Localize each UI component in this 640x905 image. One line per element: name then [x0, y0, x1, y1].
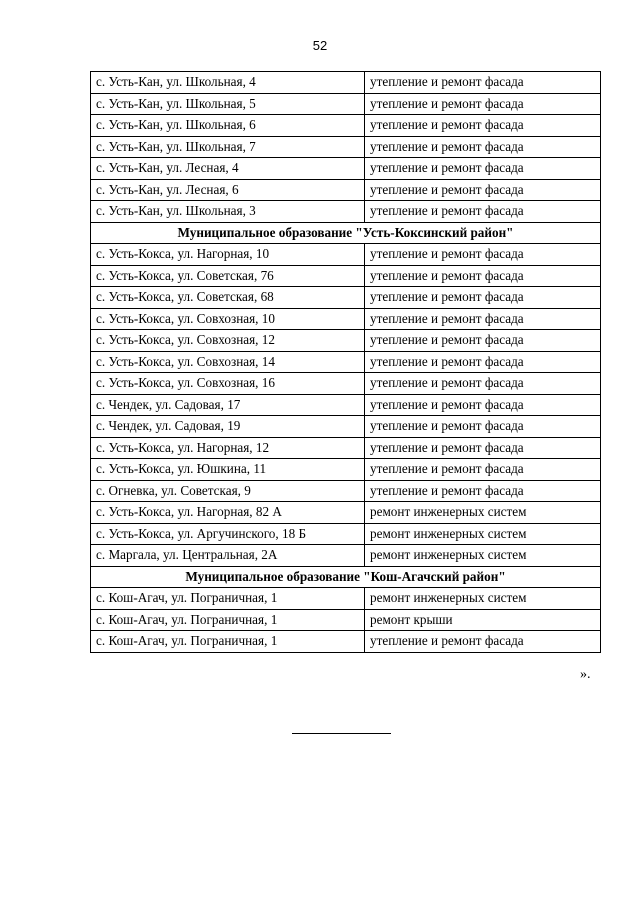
table-row: [91, 136, 601, 158]
table-row: [91, 179, 601, 201]
address-cell: с. Маргала, ул. Центральная, 2А: [91, 545, 365, 567]
work-type-cell: утепление и ремонт фасада: [365, 416, 601, 438]
work-type-cell: утепление и ремонт фасада: [365, 373, 601, 395]
address-cell: с. Кош-Агач, ул. Пограничная, 1: [91, 588, 365, 610]
table-row: [91, 631, 601, 653]
address-cell: с. Чендек, ул. Садовая, 17: [91, 394, 365, 416]
work-type-cell: утепление и ремонт фасада: [365, 330, 601, 352]
work-type-cell: ремонт инженерных систем: [365, 502, 601, 524]
address-cell: с. Усть-Кан, ул. Школьная, 3: [91, 201, 365, 223]
table-row: [91, 287, 601, 309]
address-cell: с. Усть-Кан, ул. Лесная, 6: [91, 179, 365, 201]
table-row: [91, 523, 601, 545]
table-row: [91, 308, 601, 330]
table-row: [91, 265, 601, 287]
table-row: [91, 459, 601, 481]
address-cell: с. Усть-Кан, ул. Школьная, 4: [91, 72, 365, 94]
address-cell: с. Усть-Кокса, ул. Совхозная, 14: [91, 351, 365, 373]
work-type-cell: утепление и ремонт фасада: [365, 93, 601, 115]
section-header-row: [91, 222, 601, 244]
address-cell: с. Усть-Кокса, ул. Совхозная, 10: [91, 308, 365, 330]
address-cell: с. Усть-Кокса, ул. Юшкина, 11: [91, 459, 365, 481]
work-type-cell: ремонт инженерных систем: [365, 523, 601, 545]
end-divider-line: [292, 733, 391, 734]
address-work-table: [90, 71, 601, 653]
address-cell: с. Кош-Агач, ул. Пограничная, 1: [91, 609, 365, 631]
address-cell: с. Усть-Кокса, ул. Советская, 76: [91, 265, 365, 287]
table-row: [91, 158, 601, 180]
table-row: [91, 115, 601, 137]
address-cell: с. Усть-Кан, ул. Школьная, 5: [91, 93, 365, 115]
address-cell: с. Усть-Кан, ул. Школьная, 7: [91, 136, 365, 158]
work-type-cell: утепление и ремонт фасада: [365, 244, 601, 266]
table-row: [91, 502, 601, 524]
table-body: [91, 72, 601, 653]
work-type-cell: ремонт инженерных систем: [365, 588, 601, 610]
work-type-cell: утепление и ремонт фасада: [365, 631, 601, 653]
work-type-cell: утепление и ремонт фасада: [365, 179, 601, 201]
work-type-cell: утепление и ремонт фасада: [365, 158, 601, 180]
address-cell: с. Усть-Кокса, ул. Советская, 68: [91, 287, 365, 309]
table-row: [91, 330, 601, 352]
table-row: [91, 93, 601, 115]
work-type-cell: утепление и ремонт фасада: [365, 72, 601, 94]
work-type-cell: утепление и ремонт фасада: [365, 459, 601, 481]
work-type-cell: утепление и ремонт фасада: [365, 351, 601, 373]
section-title: Муниципальное образование "Усть-Коксинский район": [91, 222, 601, 244]
address-cell: с. Усть-Кан, ул. Лесная, 4: [91, 158, 365, 180]
address-cell: с. Усть-Кокса, ул. Нагорная, 12: [91, 437, 365, 459]
address-cell: с. Усть-Кокса, ул. Совхозная, 12: [91, 330, 365, 352]
table-row: [91, 351, 601, 373]
table-row: [91, 545, 601, 567]
work-type-cell: утепление и ремонт фасада: [365, 437, 601, 459]
work-type-cell: утепление и ремонт фасада: [365, 265, 601, 287]
work-type-cell: утепление и ремонт фасада: [365, 136, 601, 158]
work-type-cell: утепление и ремонт фасада: [365, 287, 601, 309]
address-cell: с. Усть-Кокса, ул. Нагорная, 10: [91, 244, 365, 266]
work-type-cell: утепление и ремонт фасада: [365, 115, 601, 137]
address-cell: с. Усть-Кокса, ул. Совхозная, 16: [91, 373, 365, 395]
work-type-cell: утепление и ремонт фасада: [365, 394, 601, 416]
page-number: 52: [312, 38, 328, 53]
table-row: [91, 416, 601, 438]
table-row: [91, 609, 601, 631]
section-title: Муниципальное образование "Кош-Агачский район": [91, 566, 601, 588]
table-row: [91, 201, 601, 223]
table-row: [91, 244, 601, 266]
table-row: [91, 394, 601, 416]
table-row: [91, 72, 601, 94]
work-type-cell: утепление и ремонт фасада: [365, 480, 601, 502]
work-type-cell: ремонт инженерных систем: [365, 545, 601, 567]
table-row: [91, 588, 601, 610]
address-cell: с. Усть-Кан, ул. Школьная, 6: [91, 115, 365, 137]
work-type-cell: утепление и ремонт фасада: [365, 201, 601, 223]
address-cell: с. Огневка, ул. Советская, 9: [91, 480, 365, 502]
address-cell: с. Усть-Кокса, ул. Нагорная, 82 А: [91, 502, 365, 524]
address-cell: с. Усть-Кокса, ул. Аргучинского, 18 Б: [91, 523, 365, 545]
section-header-row: [91, 566, 601, 588]
work-type-cell: утепление и ремонт фасада: [365, 308, 601, 330]
table-row: [91, 480, 601, 502]
work-type-cell: ремонт крыши: [365, 609, 601, 631]
closing-quote-mark: ».: [580, 667, 591, 682]
table-row: [91, 373, 601, 395]
address-cell: с. Кош-Агач, ул. Пограничная, 1: [91, 631, 365, 653]
table-row: [91, 437, 601, 459]
address-cell: с. Чендек, ул. Садовая, 19: [91, 416, 365, 438]
